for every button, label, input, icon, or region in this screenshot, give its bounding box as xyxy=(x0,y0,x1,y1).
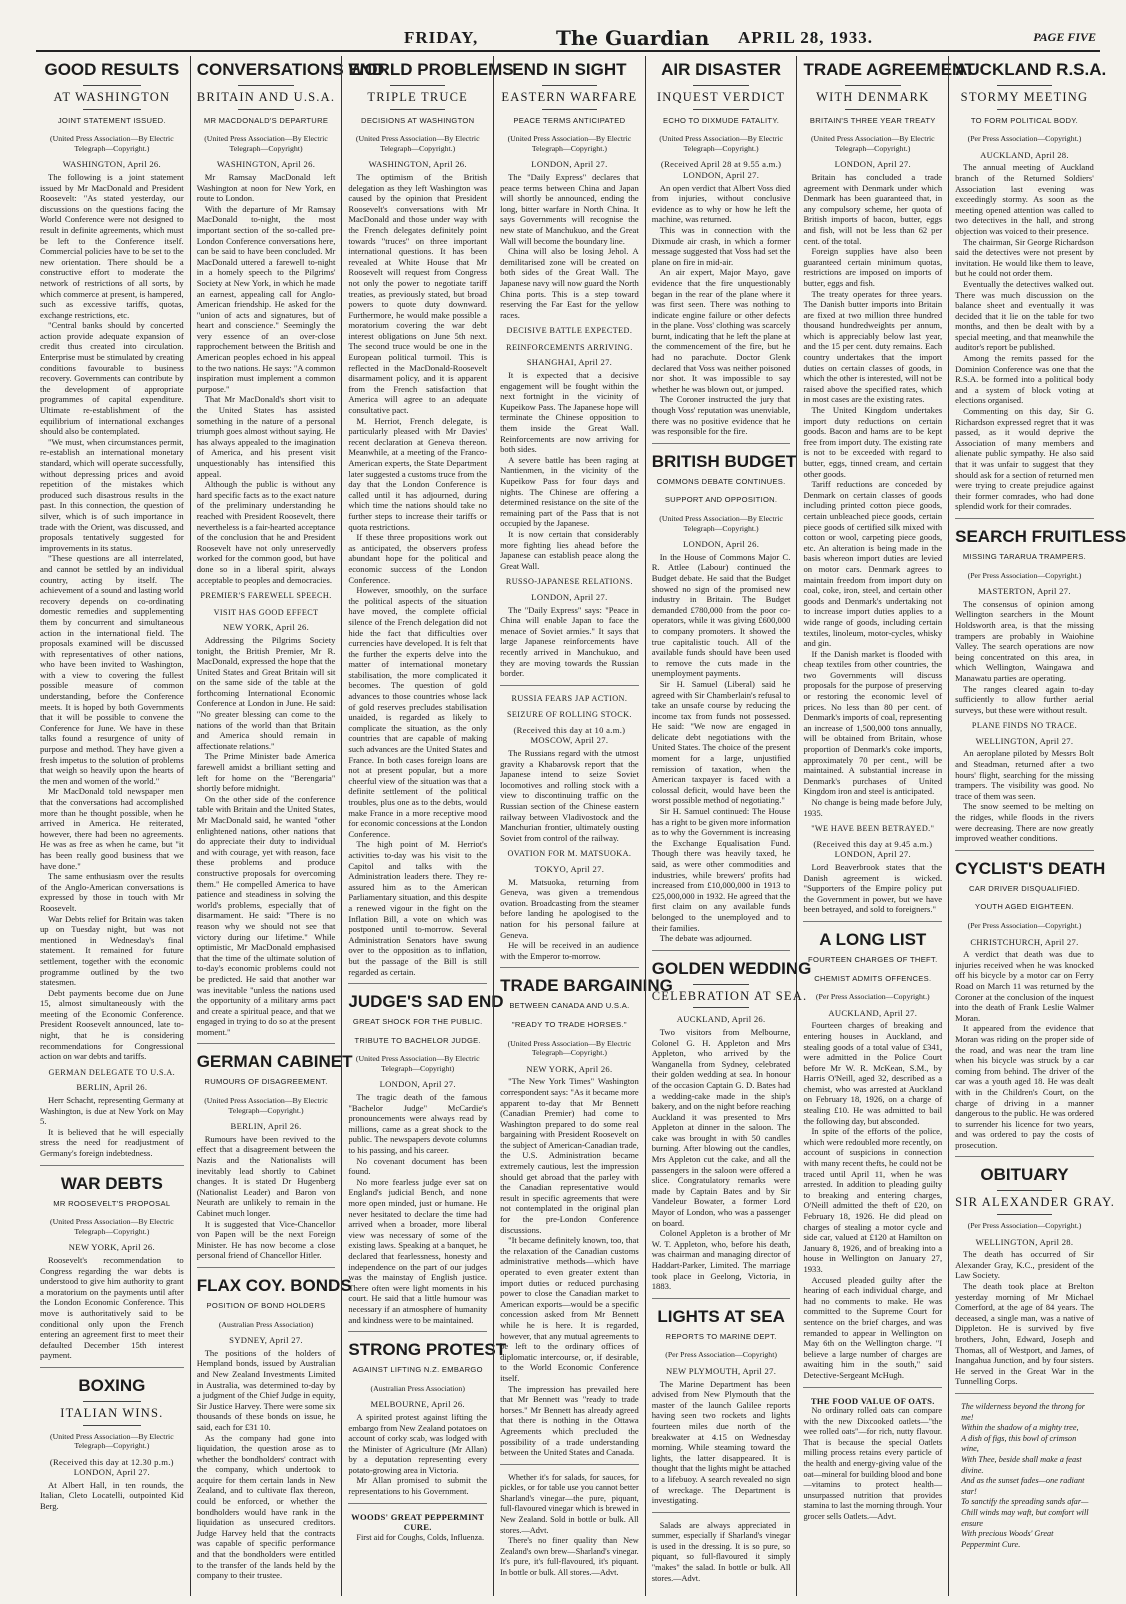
body-paragraph: He will be received in an audience with the Emperor to-morrow. xyxy=(500,940,639,961)
headline: GOLDEN WEDDING xyxy=(651,958,812,978)
body-paragraph: In spite of the efforts of the police, which were redoubled more recently, on account of suspicions in connection with many recent thefts, he could not be traced until April 11, when he was arrested. In addition to pleading guilty to breaking and entering charges, O'Neill admitted the theft of £20, on February 18, 1926. He did plead on charges of stealing a motor cycle and side car, valued at £120 at Hamilton on January 8, 1926, and of breaking into a house in Wellington on January 27, 1933. xyxy=(803,1126,943,1274)
divider-rule xyxy=(390,85,445,86)
body-paragraph: On the other side of the conference table with Britain and the United States, Mr MacDonald said, he wanted "other enlightened nations, other nations that do appreciate their duty to individual and with courage, yet with reason, face these problems and produce constructive proposals for overcoming them." He compelled America to have patience and steadiness in solving the world's problems, especially that of disarmament. He said: "There is no reason why we should not see that victory during our lifetime." While optimistic, Mr MacDonald emphasised that the time of the ultimate solution of to-day's economic problems could not be predicted. He said that another war was inevitable "unless the nations used the opportunity of a military arms pact and create a spiritual peace, and that we engaged in trying to do so at the present moment." xyxy=(196,793,336,1037)
body-paragraph: The tragic death of the famous "Bachelor Judge" McCardie's pronouncements were always read by millions, came as a great shock to the public. The newspapers devote columns to his passing, and his career. xyxy=(348,1092,488,1156)
source-credit: (United Press Association—By Electric Telegraph—Copyright.) xyxy=(355,134,480,153)
body-paragraph: Britain has concluded a trade agreement with Denmark under which Denmark has been guaranteed that, in any compulsory scheme, her quota of British imports of bacon, butter, eggs and fish, will not be less than 62 per cent. of the total. xyxy=(803,171,943,246)
column-7 xyxy=(948,56,1126,1596)
column-5 xyxy=(645,56,812,1596)
source-credit: (United Press Association—By Electric Telegraph—Copyright.) xyxy=(659,514,783,533)
body-paragraph: "It became definitely known, too, that the relaxation of the Canadian customs administrative methods—which have operated to even greater extent than import duties or reduced purchasing power to close the Canadian market to American exports—would be a specific concession asked from Mr Bennett while he is here. It is regarded, however, that any mutual agreements to be left to the ordinary offices of diplomatic intercourse, or, if desirable, to the World Economic Conference itself. xyxy=(500,1235,639,1383)
body-paragraph: No more fearless judge ever sat on England's judicial Bench, and none more open minded, just or humane. He never hesitated to declare the time had arrived when a broader, more liberal view was necessary of some of the existing laws. Speaking at a banquet, he declared that fearlessness, honesty and independence on the part of our judges was the mainstay of English justice. There often were light moments in his court. He said that a little humour was necessary if an atmosphere of humanity and kindness were to be maintained. xyxy=(348,1176,488,1325)
column-4 xyxy=(493,56,673,1596)
body-paragraph: Foreign supplies have also been guaranteed certain minimum quotas, restrictions are imposed on imports of butter, eggs and fish. xyxy=(803,246,943,288)
body-paragraph: The following is a joint statement issued by Mr MacDonald and President Roosevelt: "As stated yesterday, our discussions on the questions facing the World Conference were not designed to result in definite agreements, which must be left to the Conference itself. Commercial policies have to be set to the new orientation. There should be a constructive effort to moderate the network of restrictions of all sorts, by which commerce at present, is hampered, such as excessive tariffs, quotas, exchange restrictions, etc. xyxy=(40,171,184,320)
advert-text: The wilderness beyond the throng for me! xyxy=(961,1401,1086,1422)
divider-rule xyxy=(83,1401,140,1402)
body-paragraph: Sir H. Samuel continued: The House has a right to be given more information as to why the Government is increasing the Exchange Equalisation Fund. Though there was heavily taxed, he said, as were other commodities and industries, while brewers' profits had increased from £10,000,000 in 1913 to £25,000,000 in 1932. He agreed that the first claim on any available funds belonged to the unemployed and to their families. xyxy=(651,806,791,933)
article xyxy=(40,60,184,1166)
body-paragraph: Eventually the detectives walked out. There was much discussion on the balance sheet and eventually it was decided that it lie on the table for two months, and then be dealt with by a special meeting, and that meanwhile the auditor's report be published. xyxy=(955,278,1094,353)
body-paragraph: It is expected that a decisive engagement will be fought within the next fortnight in the vicinity of Kupeikow Pass. The Japanese hope will terminate the Chinese opposition to them inside the Great Wall. Reinforcements are now arriving for both sides. xyxy=(500,370,639,455)
headline: CONVERSATIONS END xyxy=(196,60,385,79)
body-paragraph: "The New York Times" Washington correspondent says: "As it became more apparent to-day that Mr Bennett (Canadian Premier) had come to Washington prepared to do some real bargaining with President Roosevelt on the subject of American-Canadian trade, the U.S. Administration became extremely cautious, lest the impression should get abroad that the parley with the Canadian representative would result in specific agreements that were not contemplated in the original plan for the pre-London Conference discussions. xyxy=(500,1076,639,1235)
article xyxy=(196,1052,353,1268)
headline: GOOD RESULTS xyxy=(44,60,180,79)
article xyxy=(348,1340,507,1504)
article xyxy=(803,930,942,1388)
body-paragraph: Tariff reductions are conceded by Denmark on certain classes of goods including printed cotton piece goods, certain unbleached piece goods, certain piece goods of certified silk mixed with cotton or wool, carpeting piece goods, etc. An alteration is being made in the basis whereon import duties are levied on motor cars. Denmark agrees to maintain freedom from import duty on coal, coke, iron, steel, and certain other goods and Denmark's undertaking not to increase import duties applies to a wide range of goods, including certain textiles, linoleum, motor-cycles, whisky and gin. xyxy=(803,479,943,649)
divider-rule xyxy=(693,85,748,86)
body-paragraph: Addressing the Pilgrims Society tonight, the British Premier, Mr R. MacDonald, expressed the hope that the United States and Great Britain will sit on the same side of the table at the forthcoming International Economic Conference at London in June. He said: "No greater blessing can come to the nations of the world than that Britain and America should remain in affectionate relations." xyxy=(196,634,336,751)
source-credit: (Per Press Association—Copyright.) xyxy=(967,921,1082,930)
advertisement xyxy=(652,1521,791,1591)
advertisement xyxy=(955,1402,1094,1556)
dateline: MELBOURNE, April 26. xyxy=(370,1399,465,1410)
deck: PEACE TERMS ANTICIPATED xyxy=(513,115,626,125)
poem-line: To sanctify the spreading sands afar— xyxy=(961,1497,1089,1507)
body-paragraph: It is now certain that considerably more fighting lies ahead before the Japanese can establish peace along the Great Wall. xyxy=(500,528,639,571)
article xyxy=(40,1174,184,1368)
body-paragraph: The United Kingdom undertakes import duty reductions on certain goods. Bacon and hams are to be kept free from import duty. The existing rate is not to be exceeded with regard to butter, eggs, tinned cream, and certain other goods. xyxy=(803,405,943,479)
body-paragraph: Although the public is without any hard specific facts as to the exact nature of the preliminary understanding he reached with President Roosevelt, there nevertheless is a fair-hearted acceptance of the conclusion that he and President Roosevelt have not only unreservedly worked for the common good, but have done so in a liberal spirit, always acceptable to peoples and democracies. xyxy=(196,479,336,585)
masthead-date: APRIL 28, 1933. xyxy=(738,28,873,47)
body-paragraph: An aeroplane piloted by Messrs Bolt and Steadman, returned after a two hours' flight, searching for the missing trampers. The visibility was good. No trace of them was seen. xyxy=(955,748,1094,801)
deck: REPORTS TO MARINE DEPT. xyxy=(665,1331,777,1341)
body-paragraph: Mr MacDonald told newspaper men that the conversations had accomplished more than he thought possible, when he arrived in America. He reiterated, however, there had been no agreements. He was as free as when he came, but "it has been really good business that we have done." xyxy=(40,786,184,871)
body-paragraph: The Marine Department has been advised from New Plymouth that the master of the launch Galilee reports having seen two rockets and lights fourteen miles due north of the breakwater at 4.15 on Wednesday morning. While steaming toward the lights, the latter disappeared. It is thought that the lights might be attached to a lifebuoy. A search revealed no sign of wreckage. The Department is investigating. xyxy=(651,1378,791,1506)
deck: CHEMIST ADMITS OFFENCES. xyxy=(814,973,932,983)
section-subhead: REINFORCEMENTS ARRIVING. xyxy=(506,342,633,352)
section-subhead: RUSSIA FEARS JAP ACTION. xyxy=(511,693,628,703)
body-paragraph: This was in connection with the Dixmude air crash, in which a former message suggested that Voss had set the plane on fire in mid-air. xyxy=(651,224,791,267)
dateline: BERLIN, April 26. xyxy=(76,1082,148,1093)
masthead-page-number: PAGE FIVE xyxy=(1033,30,1096,44)
column-6 xyxy=(796,56,975,1596)
section-subhead: PLANE FINDS NO TRACE. xyxy=(971,721,1078,731)
divider-rule xyxy=(997,85,1052,86)
article xyxy=(348,60,514,984)
source-credit: (United Press Association—By Electric Telegraph—Copyright.) xyxy=(507,134,632,153)
masthead xyxy=(36,26,1100,52)
article xyxy=(651,958,812,1299)
column-2 xyxy=(190,56,385,1596)
dateline: NEW PLYMOUTH, April 27. xyxy=(665,1365,777,1376)
headline: BRITISH BUDGET xyxy=(651,451,797,471)
advertisement xyxy=(500,1473,639,1585)
body-paragraph: "Central banks should by concerted action provide adequate expansion of credit thus created into circulation. Enterprise must be stimulated by creating conditions favourable to business recovery. Governments can contribute by the development of appropriate programmes of capital expenditure. Ultimate re-establishment of the equilibrium of international exchanges should also be contemplated. xyxy=(40,320,184,437)
source-credit: (United Press Association—By Electric Telegraph—Copyright.) xyxy=(204,1096,328,1115)
body-paragraph: That Mr MacDonald's short visit to the United States has assisted something in the nature of a personal triumph goes almost without saying. He has always appealed to the imagination of America, and his present visit unquestionably has intensified this appeal. xyxy=(196,394,336,479)
dateline: LONDON, April 27. xyxy=(531,591,608,602)
body-paragraph: The Russians regard with the utmost gravity a Khabarovsk report that the Japanese intend to seize Soviet locomotives and rolling stock with a view to discontinuing traffic on the Russian section of the Chinese eastern railway between Vladivostock and the Manchurian frontier, ultimately ousting Soviet from control of the railway. xyxy=(500,748,639,843)
subheadline: BRITAIN AND U.S.A. xyxy=(196,90,336,104)
dateline: SYDNEY, April 27. xyxy=(229,1335,303,1346)
deck: DECISIONS AT WASHINGTON xyxy=(361,115,475,125)
article xyxy=(955,1165,1116,1394)
subheadline: ITALIAN WINS. xyxy=(60,1405,164,1420)
section-subhead: OVATION FOR M. MATSUOKA. xyxy=(507,849,632,859)
body-paragraph: Sir H. Samuel (Liberal) said he agreed with Sir Chamberlain's refusal to take an unsafe course by reducing the income tax from funds not possessed. He said: "We now are engaged in delicate debt negotiations with the United States. The choice of the present moment for a large, unjustified remission of taxation, when the American taxpayer is faced with a colossal deficit, would have been the worst possible method of negotiating." xyxy=(651,678,791,806)
article xyxy=(500,976,673,1464)
body-paragraph: M. Matsuoka, returning from Geneva, was given a tremendous ovation. Broadcasting from the steamer before landing he apologised to the nation for his personal failure at Geneva. xyxy=(500,876,639,940)
masthead-day: FRIDAY, xyxy=(404,28,479,47)
body-paragraph: Commenting on this day, Sir G. Richardson expressed regret that it was passed, as it would deprive the Association of many members and alienate public sympathy. He also said that it was unfair to suggest that they should ask for a section of returned men were trying to create prejudice against their former comrades, who had done splendid work for their comrades. xyxy=(955,406,1094,512)
column-1 xyxy=(38,56,190,1596)
subheadline: TRIPLE TRUCE xyxy=(367,90,469,104)
columns xyxy=(38,56,1126,1596)
poem-line: And as the sunset fades—one radiant star! xyxy=(961,1476,1085,1496)
source-credit: (Per Press Association—Copyright.) xyxy=(967,570,1082,580)
dateline: MASTERTON, April 27. xyxy=(978,586,1071,597)
body-paragraph: If the Danish market is flooded with cheap textiles from other countries, the two Governments will discuss proposals for the purpose of preserving or restoring the economic level of prices. No less than 80 per cent. of Denmark's imports of coal, representing an increase of 1,500,000 tons annually, will be obtained from Britain, whose proportion of Denmark's coke imports, approximately 70 per cent., will be maintained. A substantial increase in Denmark's purchases of United Kingdom iron and steel is anticipated. xyxy=(803,648,943,797)
subheadline: AT WASHINGTON xyxy=(53,90,171,104)
section-subhead: RUSSO-JAPANESE RELATIONS. xyxy=(505,577,633,587)
divider-rule xyxy=(238,109,293,110)
source-credit: (United Press Association—By Electric Telegraph—Copyright) xyxy=(355,1054,480,1073)
body-paragraph: War Debts relief for Britain was taken up on Tuesday night, but was not mentioned in Wednesday's final statement. It remained for future settlement, together with the economic programme outlined by the two statesmen. xyxy=(40,913,184,988)
body-paragraph: China will also be losing Jehol. A demilitarised zone will be created on both sides of the Great Wall. The Japanese navy will now guard the North China ports. This is a step toward reserving the Far East for the yellow races. xyxy=(500,246,639,320)
subheadline: EASTERN WARFARE xyxy=(501,90,638,104)
deck: MR ROOSEVELT'S PROPOSAL xyxy=(53,1198,171,1208)
deck: JOINT STATEMENT ISSUED. xyxy=(57,115,166,125)
dateline: WASHINGTON, April 26. xyxy=(368,159,467,170)
deck: ECHO TO DIXMUDE FATALITY. xyxy=(663,115,780,125)
body-paragraph: With the departure of Mr Ramsay MacDonald to-night, the most important section of the so-called pre-London Conference conversations here, can be said to have been concluded. Mr MacDonald uttered a farewell to-night in a homely speech to the Pilgrims' Society at New York, in which he made an earnest, appealing call for Anglo-American friendship. He asked for the "union of acts and signatures, but of heart and conscience." Seemingly the very essence of an over-close rapprochement between the British and American peoples echoed in his appeal to the two nations. He says: "A common inspiration must implement a common purpose." xyxy=(196,203,336,394)
body-paragraph: If these three propositions work out as anticipated, the observers profess abundant hope for the political and economic success of the London Conference. xyxy=(348,532,488,585)
article xyxy=(955,858,1106,1158)
body-paragraph: A spirited protest against lifting the embargo from New Zealand potatoes on account of corky scab, was lodged with the Minister of Agriculture (Mr Allan) by a deputation representing every potato-growing area in Victoria. xyxy=(348,1411,488,1475)
source-credit: (Per Press Association—Copyright.) xyxy=(967,134,1082,144)
source-credit: (United Press Association—By Electric Telegraph—Copyright.) xyxy=(50,1217,174,1236)
body-paragraph: No change is being made before July, 1935. xyxy=(803,797,943,818)
section-subhead: VISIT HAS GOOD EFFECT xyxy=(213,607,319,617)
divider-rule xyxy=(542,85,597,86)
poem-line: With precious Woods' Great Peppermint Cure. xyxy=(961,1529,1054,1549)
dateline: LONDON, April 26. xyxy=(682,539,760,550)
source-credit: (Per Press Association—Copyright) xyxy=(665,1350,777,1360)
article xyxy=(196,60,385,1044)
dateline: (Received this day at 9.45 a.m.) LONDON, April 27. xyxy=(813,838,933,860)
poem-line: Chill winds may waft, but comfort will ensure xyxy=(961,1507,1089,1528)
dateline: LONDON, April 27. xyxy=(379,1079,456,1090)
advertisement xyxy=(348,1512,487,1550)
headline: BOXING xyxy=(78,1375,146,1395)
dateline: WASHINGTON, April 26. xyxy=(62,159,161,170)
deck: YOUTH AGED EIGHTEEN. xyxy=(975,902,1074,912)
dateline: CHRISTCHURCH, April 27. xyxy=(970,936,1079,947)
advert-heading: WOODS' GREAT PEPPERMINT CURE. xyxy=(351,1511,485,1533)
body-paragraph: It is suggested that Vice-Chancellor von Papen will be the next Foreign Minister. He has now become a close personal friend of Chancellor Hitler. xyxy=(196,1218,336,1261)
body-paragraph: A verdict that death was due to injuries received when he was knocked off his bicycle by a motor car on Ferry Road on March 11 was returned by the Coroner at the conclusion of the inquest into the death of Frank Leslie Walmer Moran. xyxy=(955,949,1094,1023)
source-credit: (United Press Association—By Electric Telegraph—Copyright.) xyxy=(507,1038,632,1058)
headline: END IN SIGHT xyxy=(512,60,627,79)
subheadline: SIR ALEXANDER GRAY. xyxy=(955,1195,1116,1210)
source-credit: (United Press Association—By Electric Telegraph—Copyright.) xyxy=(50,134,174,153)
body-paragraph: No covenant document has been found. xyxy=(348,1155,488,1177)
subheadline: WITH DENMARK xyxy=(816,90,930,104)
deck: MR MACDONALD'S DEPARTURE xyxy=(203,115,329,125)
divider-rule xyxy=(997,1190,1052,1191)
article xyxy=(40,1376,184,1518)
body-paragraph: The impression has prevailed here that Mr Bennett was "ready to trade horses." Mr Bennett has already agreed that there is nothing in the Ottawa Agreements which precluded the possibility of a trade understanding between the United States and Canada. xyxy=(500,1383,639,1458)
source-credit: (Australian Press Association) xyxy=(218,1319,314,1329)
source-credit: (Per Press Association—Copyright.) xyxy=(815,992,930,1002)
article xyxy=(500,60,639,686)
advert-text: There's no finer quality than New Zealand's own brew—Sharland's vinegar. It's pure, it's full-flavoured, it's piquant. In bottle or bulk. All stores.—Advt. xyxy=(500,1536,639,1578)
dateline: (Received this day at 12.30 p.m.) LONDON, April 27. xyxy=(49,1456,174,1478)
source-credit: (Per Press Association—Copyright.) xyxy=(967,1221,1082,1231)
body-paragraph: Mr Ramsay MacDonald left Washington at noon for New York, en route to London. xyxy=(196,171,336,204)
body-paragraph: The positions of the holders of Hempland bonds, issued by Australian and New Zealand Investments Limited in Australia, was determined to-day by a judgment of the Chief Judge in equity, Sir Justice Harvey. There were some six thousands of these bonds on issue, he said, each for £31 10. xyxy=(196,1347,336,1432)
source-credit: (United Press Association—By Electric Telegraph—Copyright.) xyxy=(659,134,783,153)
article xyxy=(500,694,639,969)
divider-rule xyxy=(83,109,140,110)
deck: SUPPORT AND OPPOSITION. xyxy=(664,495,778,505)
headline: STRONG PROTEST xyxy=(348,1340,507,1360)
body-paragraph: The Prime Minister bade America farewell amidst a brilliant setting and left for home on the "Berengaria" shortly before midnight. xyxy=(196,751,336,794)
body-paragraph: However, smoothly, on the surface the political aspects of the situation have moved, the complete official silence of the French delegation did not hide the fact that difficulties over currencies have developed. It is felt that the further the experts delve into the matter of international monetary stabilisation, the more complicated it becomes. The question of gold advances to those countries whose lack of gold reserves precludes stabilisation unaided, is regarded as likely to complicate the situation, as the only countries that are capable of making such advances are the United States and France. In both cases foreign loans are not at present popular, but a more cheerful view of the situation was that a definite settlement of the political troubles, plus one as to the debts, would make France in a more receptive mood for economic concessions at the London Conference. xyxy=(348,585,488,839)
subheadline: INQUEST VERDICT xyxy=(656,90,786,104)
deck: BRITAIN'S THREE YEAR TREATY xyxy=(809,115,936,125)
body-paragraph: An open verdict that Albert Voss died from injuries, without conclusive evidence as to why or how he left the machine, was returned. xyxy=(651,182,791,225)
advertisement xyxy=(803,1396,942,1529)
article xyxy=(196,1275,352,1587)
headline: TRADE AGREEMENT xyxy=(803,60,975,79)
article xyxy=(652,60,791,444)
subheadline: STORMY MEETING xyxy=(960,90,1089,104)
headline: JUDGE'S SAD END xyxy=(348,992,504,1012)
headline: SEARCH FRUITLESS xyxy=(955,526,1126,546)
divider-rule xyxy=(83,85,140,86)
body-paragraph: A severe battle has been raging at Nantienmen, in the vicinity of the Kupeikow Pass for four days and nights. The Chinese are offering a determined resistance on the site of the remaining part of the Pass that is not occupied by the Japanese. xyxy=(500,454,639,529)
divider-rule xyxy=(83,1425,140,1426)
deck: TO FORM POLITICAL BODY. xyxy=(970,115,1079,125)
divider-rule xyxy=(693,984,748,985)
headline: AIR DISASTER xyxy=(661,60,782,79)
article xyxy=(955,526,1126,851)
body-paragraph: It is believed that he will especially stress the need for readjustment of Germany's foreign indebtedness. xyxy=(40,1126,184,1158)
deck: POSITION OF BOND HOLDERS xyxy=(206,1300,326,1310)
deck: RUMOURS OF DISAGREEMENT. xyxy=(204,1077,328,1087)
section-subhead: SEIZURE OF ROLLING STOCK. xyxy=(506,710,632,720)
dateline: NEW YORK, April 26. xyxy=(68,1242,155,1253)
dateline: AUCKLAND, April 27. xyxy=(828,1007,918,1018)
body-paragraph: Roosevelt's recommendation to Congress regarding the war debts is understood to give him authority to grant a moratorium on the payments until after the London Economic Conference. This move is authoritatively said to be conditional only upon the French entering an agreement first to meet their defaulted December 15th interest payment. xyxy=(40,1254,184,1361)
dateline: TOKYO, April 27. xyxy=(534,864,605,874)
body-paragraph: M. Herriot, French delegate, is particularly pleased with Mr Davies' recent declaration at Geneva thereon. Meanwhile, at a meeting of the Franco-American experts, the State Department later suggested a customs truce from the day that the London Conference is called until it has adjourned, during which time the nations should take no further steps to increase their tariffs or quota restrictions. xyxy=(348,415,488,532)
divider-rule xyxy=(693,1007,748,1008)
deck: TRIBUTE TO BACHELOR JUDGE. xyxy=(354,1035,481,1045)
dateline: SHANGHAI, April 27. xyxy=(526,357,613,368)
body-paragraph: The debate was adjourned. xyxy=(659,933,752,944)
advert-text: Whether it's for salads, for sauces, for pickles, or for table use you cannot better Sharland's vinegar—the pure, piquant, full-flavoured vinegar which is brewed in New Zealand. Sold in bottle or bulk. All stores.—Advt. xyxy=(500,1472,639,1535)
body-paragraph: "These questions are all interrelated, and cannot be settled by an individual country, acting by itself. The achievement of a sound and lasting world recovery depends on co-ordinating domestic remedies and supplementing them by concurrent and simultaneous action in the international field. The proposals examined will be discussed with representatives of other nations, who have been invited to Washington, with a view to covering the fullest possible measure of common understanding, before the Conference meets. It is hoped by both Governments that it will be possible to convene the Conference for June. We have in these talks found a resurgence of unity of purpose and method. They have given a fresh impetus to the solution of problems that weigh so heavily upon the hearts of the men and women of the world." xyxy=(40,553,184,786)
deck: MISSING TARARUA TRAMPERS. xyxy=(962,551,1087,561)
poem-line: Within the shadow of a mighty tree, xyxy=(961,1423,1079,1433)
headline: CYCLIST'S DEATH xyxy=(955,858,1106,878)
body-paragraph: Debt payments become due on June 15, almost simultaneously with the meeting of the Economic Conference. President Roosevelt announced, late to-night, that he is considering recommendations for Congressional action on war debts and tariffs. xyxy=(40,987,184,1062)
column-3 xyxy=(341,56,514,1596)
body-paragraph: The treaty operates for three years. The Danish butter imports into Britain are fixed at two million three hundred thousand hundredweights per annum, which is appreciably below last year, and the 15 per cent. duty remains. Each country undertakes that the import duties on certain classes of goods, in which the other is interested, will not be raised above the specified rates, which in most cases are the existing rates. xyxy=(803,288,943,405)
body-paragraph: Lord Beaverbrook states that the Danish agreement is wicked. "Supporters of the Empire policy put the Government in power, but we have been betrayed, and sold to foreigners." xyxy=(803,861,943,915)
divider-rule xyxy=(997,109,1052,110)
article xyxy=(651,451,797,951)
deck: AGAINST LIFTING N.Z. EMBARGO xyxy=(352,1365,483,1375)
poem-line: A dish of figs, this bowl of crimson wine, xyxy=(961,1433,1077,1454)
body-paragraph: The chairman, Sir George Richardson said the detectives were not present by invitation. He would like them to leave, but he could not order them. xyxy=(955,236,1094,279)
dateline: NEW YORK, April 26. xyxy=(222,622,310,633)
dateline: WASHINGTON, April 26. xyxy=(216,159,316,170)
body-paragraph: Mr Allan promised to submit the representations to his Government. xyxy=(348,1475,488,1497)
body-paragraph: The high point of M. Herriot's activities to-day was his visit to the Capitol and talks with the Administration leaders there. They re-assured him as to the American Parliamentary situation, and this despite a renewed vigour in the fight on the Inflation Bill, a vote on which was postponed until to-morrow. Several Administration Senators have swung over to the opposition as to inflation, but the passage of the Bill is still regarded as certain. xyxy=(348,839,488,977)
headline: TRADE BARGAINING xyxy=(500,976,673,996)
body-paragraph: The optimism of the British delegation as they left Washington was caused by the opinion that President Roosevelt's conversations with Mr MacDonald and those under way with the French delegates definitely point towards "truces" on three important international questions. It has been revealed at White House that Mr Roosevelt will request from Congress not only the power to negotiate tariff treaties, as previously stated, but broad powers to quote duty downward. Furthermore, he would make possible a moratorium covering the war debt interest obligations on June 5th next. The second truce would be one in the European political turmoil. This is reflected in the MacDonald-Roosevelt disarmament policy, and it is apparent from the French satisfaction that America will agree to an adequate consultative pact. xyxy=(348,171,488,416)
body-paragraph: The snow seemed to be melting on the ridges, while floods in the rivers were decreasing. There are now greatly improved weather conditions. xyxy=(955,801,1094,844)
deck: GREAT SHOCK FOR THE PUBLIC. xyxy=(352,1017,483,1027)
dateline: LONDON, April 27. xyxy=(531,159,608,170)
headline: OBITUARY xyxy=(980,1165,1069,1185)
body-paragraph: Fourteen charges of breaking and entering houses in Auckland, and stealing goods of a total value of £341, were admitted in the Police Court before Mr W. R. McKean, S.M., by Harris O'Neill, aged 32, described as a chemist, who was arrested at Auckland on February 18, 1926, on a charge of stealing £10. He was admitted to bail the following day, but absconded. xyxy=(803,1020,943,1126)
body-paragraph: Two visitors from Melbourne, Colonel G. H. Appleton and Mrs Appleton, who arrived by the Wanganella from Sydney, celebrated their golden wedding at sea. In honour of the occasion Captain G. D. Bates had a wedding-cake made in the ship's bakery, and on the night before reaching Auckland it was presented to Mrs Appleton at dinner in the saloon. The cake was brought in with 50 candles burning. After blowing out the candles, Mrs Appleton cut the cake, and all the passengers in the saloon were offered a slice. Congratulatory remarks were made by Captain Bates and by Sir Vandeleur Bowater, a former Lord Mayor of London, who was a passenger on board. xyxy=(651,1026,791,1228)
headline: WORLD PROBLEMS xyxy=(348,60,514,79)
body-paragraph: The death has occurred of Sir Alexander Gray, K.C., president of the Law Society. xyxy=(955,1249,1094,1281)
body-paragraph: The annual meeting of Auckland branch of the Returned Soldiers' Association last evening was exceedingly stormy. As soon as the meeting opened attention was called to two detectives in the hall, and strong objection was voiced to their presence. xyxy=(955,162,1094,236)
dateline: WELLINGTON, April 27. xyxy=(975,735,1074,746)
dateline: BERLIN, April 26. xyxy=(230,1121,302,1132)
source-credit: (United Press Association—By Electric Telegraph—Copyright.) xyxy=(810,134,935,153)
dateline: AUCKLAND, April 26. xyxy=(676,1014,766,1025)
advert-text: First aid for Coughs, Colds, Influenza. xyxy=(356,1532,485,1542)
article xyxy=(348,992,504,1332)
body-paragraph: Accused pleaded guilty after the hearing of each individual charge, and had no comments to make. He was committed to the Supreme Court for sentence on the brief charges, and was remanded to appear in Wellington on May 6th on the Wellington charge. "I believe a large number of charges are awaiting him in the south," said Detective-Sergeant McHugh. xyxy=(803,1274,943,1380)
deck: CAR DRIVER DISQUALIFIED. xyxy=(968,883,1080,893)
masthead-title: The Guardian xyxy=(556,26,710,50)
dateline: LONDON, April 27. xyxy=(834,159,911,170)
body-paragraph: The same enthusiasm over the results of the Anglo-American conversations is expressed by those in touch with Mr Roosevelt. xyxy=(40,871,184,913)
divider-rule xyxy=(997,1214,1052,1215)
body-paragraph: It appeared from the evidence that Moran was riding on the proper side of the road, and was near the tram line when his bicycle was struck by a car coming from behind. The driver of the car was a youth aged 18. He was dealt with in the Children's Court, on the charge of driving in a manner dangerous to the public. He was ordered to surrender his licence for two years, and was ordered to pay the costs of prosecution. xyxy=(955,1023,1094,1150)
dateline: WELLINGTON, April 28. xyxy=(975,1236,1074,1247)
divider-rule xyxy=(845,85,900,86)
body-paragraph: Herr Schacht, representing Germany at Washington, is due at New York on May 5. xyxy=(40,1095,184,1127)
deck: BETWEEN CANADA AND U.S.A. xyxy=(509,1001,630,1011)
advert-text: Salads are always appreciated in summer, especially if Sharland's vinegar is used in the dressing. It is so pure, so piquant, so full-flavoured it simply "makes" the salad. In bottle or bulk. All stores.—Advt. xyxy=(651,1520,791,1583)
article xyxy=(652,1307,791,1513)
divider-rule xyxy=(693,109,748,110)
body-paragraph: In the House of Commons Major C. R. Attlee (Labour) continued the Budget debate. He said that the Budget showed no sign of the promised new industry in Britain. The Budget demanded £780,000 from the poor co-operators, while it was giving £600,000 to company promoters. It showed the true capitalistic touch. All of the available funds should have been used to remove the cuts made in the unemployment payments. xyxy=(651,551,791,679)
headline: WAR DEBTS xyxy=(60,1173,163,1193)
body-paragraph: "We must, when circumstances permit, re-establish an international monetary standard, which will operate successfully, without depressing prices and avoid repetition of the mistakes which produced such disastrous results in the past. In this connection, the question of silver, which is of such importance in trade with the Orient, was discussed, and proposals tentatively suggested for improvements in its status. xyxy=(40,436,184,553)
dateline: NEW YORK, April 26. xyxy=(526,1063,613,1074)
body-paragraph: Rumours have been revived to the effect that a disagreement between the Nazis and the Nationalists will inevitably lead shortly to Cabinet changes. It is stated Dr Hugenberg (Nationalist Leader) and Baron von Neurath are unlikely to remain in the Cabinet much longer. xyxy=(196,1133,336,1218)
body-paragraph: Colonel Appleton is a brother of Mr W. T. Appleton, who, before his death, was chairman and managing director of Haddart-Parker, Limited. The marriage took place in Geelong, Victoria, in 1883. xyxy=(651,1228,791,1292)
divider-rule xyxy=(390,109,445,110)
headline: LIGHTS AT SEA xyxy=(657,1306,785,1326)
headline: FLAX COY. BONDS xyxy=(196,1275,352,1295)
headline: GERMAN CABINET xyxy=(196,1052,353,1072)
body-paragraph: The Coroner instructed the jury that though Voss' reputation was unenviable, there was no positive evidence that he was responsible for the fire. xyxy=(651,394,791,437)
body-paragraph: At Albert Hall, in ten rounds, the Italian, Cleto Locatelli, outpointed Kid Berg. xyxy=(40,1479,184,1512)
headline: A LONG LIST xyxy=(819,929,927,949)
dateline: AUCKLAND, April 28. xyxy=(980,149,1069,160)
body-paragraph: The ranges cleared again to-day sufficiently to allow further aerial surveys, but these were without result. xyxy=(955,683,1094,715)
section-subhead: DECISIVE BATTLE EXPECTED. xyxy=(506,326,633,336)
deck: COMMONS DEBATE CONTINUES. xyxy=(656,476,786,486)
source-credit: (United Press Association—By Electric Telegraph—Copyright.) xyxy=(50,1431,174,1451)
deck: "READY TO TRADE HORSES." xyxy=(511,1019,627,1029)
section-subhead: "WE HAVE BEEN BETRAYED." xyxy=(811,824,935,834)
advert-text: No ordinary rolled oats can compare with the new Dixcooked oatlets—"the wee rolled oats"—for rich, nutty flavour. That is because the special Oatlets milling process retains every particle of the health and energy-giving value of the oat—mineral for building blood and bone—vitamins to protect health—unsurpassed nutrition that provides stamina to last the morning through. Your grocer sells Oatlets.—Advt. xyxy=(803,1406,943,1522)
body-paragraph: The "Daily Express" says: "Peace in China will enable Japan to face the menace of Soviet armies." It says that large Japanese reinforcements have recently arrived in Manchukuo, and they are moving towards the Russian border. xyxy=(500,604,639,679)
divider-rule xyxy=(845,109,900,110)
source-credit: (United Press Association—By Electric Telegraph—Copyright) xyxy=(204,134,328,153)
body-paragraph: The "Daily Express" declares that peace terms between China and Japan will shortly be announced, ending the long, bitter warfare in North China. It says Governments will recognise the new state of Manchukuo, and the Great Wall will become the boundary line. xyxy=(500,171,639,246)
article xyxy=(955,60,1107,519)
section-subhead: GERMAN DELEGATE TO U.S.A. xyxy=(48,1067,176,1077)
dateline: (Received April 28 at 9.55 a.m.) LONDON, April 27. xyxy=(660,159,782,180)
dateline: (Received this day at 10 a.m.) MOSCOW, April 27. xyxy=(513,724,626,746)
body-paragraph: An air expert, Major Mayo, gave evidence that the fire unquestionably began in the rear of the plane where it was first seen. There was nothing to indicate engine failure or other defects in the plane. Voss' clothing was scarcely burnt, indicating that he left the plane at the commencement of the fire, but he had no parachute. Doctor Glenk declared that Voss was neither poisoned nor shot. It was impossible to say whether he was blown out, or jumped. xyxy=(651,267,791,394)
article xyxy=(803,60,975,922)
deck: FOURTEEN CHARGES OF THEFT. xyxy=(808,954,938,964)
section-subhead: PREMIER'S FAREWELL SPEECH. xyxy=(200,591,332,601)
source-credit: (Australian Press Association) xyxy=(370,1383,465,1393)
body-paragraph: As the company had gone into liquidation, the question arose as to whether the bondholders' contract with the company, which undertook to acquire for them certain lands in New Zealand, and to cultivate flax thereon, could be enforced, or whether the bondholders would have rank in the liquidation as unsecured creditors. Judge Harvey held that the contracts was capable of specific performance and that the bondholders were entitled to the transfer of the lands held by the company to their trustee. xyxy=(196,1432,336,1581)
body-paragraph: The consensus of opinion among Wellington searchers in the Mount Holdsworth area, is that the missing trampers are probably in Waiohine Valley. The search operations are now being concentrated on this area, in which Wellington, Waingawa and Manawatu parties are operating. xyxy=(955,598,1094,683)
divider-rule xyxy=(542,109,597,110)
poem-line: With Thee, beside shall make a feast divine. xyxy=(961,1454,1082,1475)
body-paragraph: The death took place at Brelton yesterday morning of Mr Michael Comerford, at the age of 84 years. The deceased, a single man, was a native of Dippleton. He is survived by five brothers, John, Edward, Joseph and Thomas, all of Westport, and James, of Inangahua Junction, and by four sisters. He served in the Great War in the Tunnelling Corps. xyxy=(955,1281,1094,1387)
divider-rule xyxy=(238,85,293,86)
subheadline: CELEBRATION AT SEA. xyxy=(651,988,808,1003)
headline: AUCKLAND R.S.A. xyxy=(955,60,1107,79)
body-paragraph: Among the remits passed for the Dominion Conference was one that the R.S.A. be formed into a political body and a system of block voting at elections organised. xyxy=(955,353,1094,406)
advert-heading: THE FOOD VALUE OF OATS. xyxy=(810,1395,935,1406)
